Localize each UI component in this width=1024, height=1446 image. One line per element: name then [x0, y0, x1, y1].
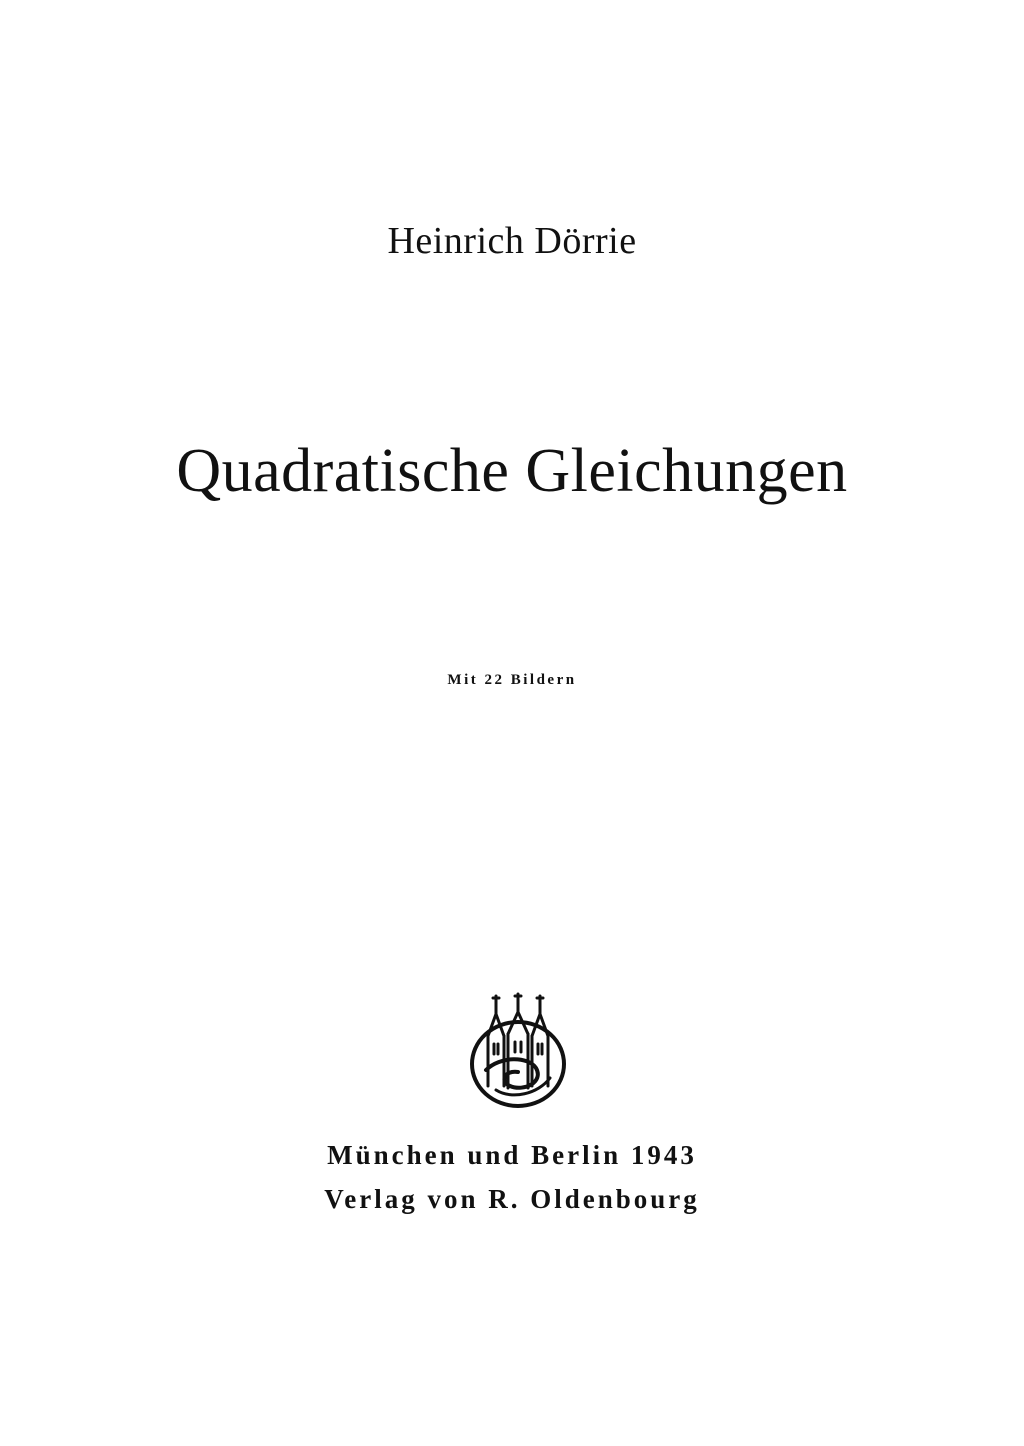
publisher-name: Verlag von R. Oldenbourg: [324, 1184, 700, 1214]
book-title: Quadratische Gleichungen: [176, 437, 848, 505]
illustrations-note: Mit 22 Bildern: [447, 672, 577, 688]
author-name: Heinrich Dörrie: [387, 220, 637, 262]
place-and-year: München und Berlin 1943: [327, 1140, 697, 1170]
publisher-logo-icon: [466, 990, 570, 1110]
